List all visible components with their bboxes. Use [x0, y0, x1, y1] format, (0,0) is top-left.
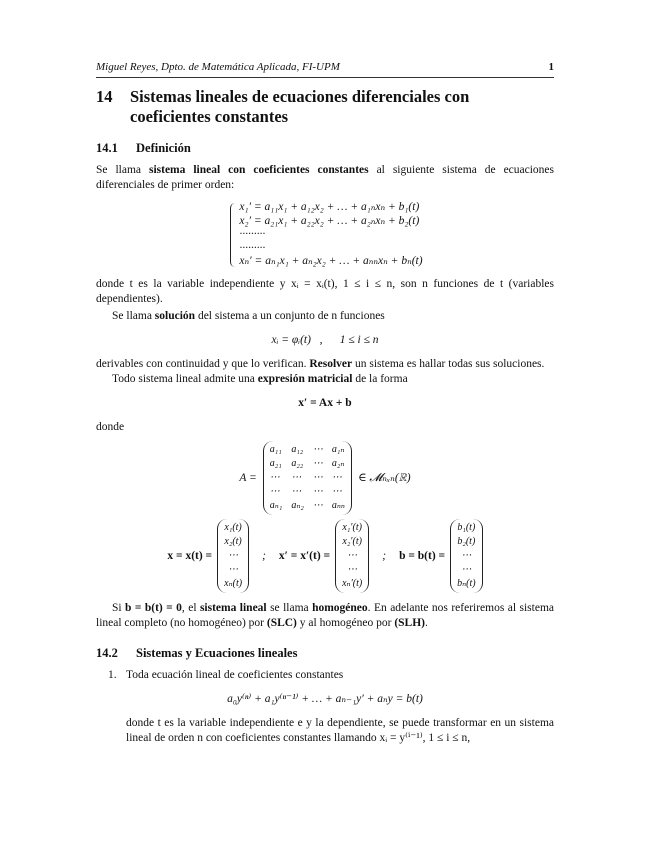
matrix-space: ∈ 𝓜ₙₓₙ(ℝ) — [357, 472, 411, 484]
text-fragment: (SLC) — [266, 616, 297, 629]
text-fragment: bₙ(t) — [457, 577, 476, 589]
text-fragment: solución — [154, 309, 196, 322]
equation-linear: a₀y⁽ⁿ⁾ + a₁y⁽ⁿ⁻¹⁾ + … + aₙ₋₁y′ + aₙy = b(t) — [227, 692, 423, 705]
text-fragment: derivables con continuidad y que lo verifican. — [96, 357, 310, 370]
list-item-text: Toda ecuación lineal de coeficientes constantes — [126, 668, 344, 681]
text-fragment: expresión matricial — [257, 372, 353, 385]
text-fragment: ⋯ — [461, 549, 472, 561]
subsection-title: Sistemas y Ecuaciones lineales — [136, 645, 298, 660]
paragraph-solution — [96, 309, 554, 324]
text-fragment: a₁₂ — [291, 443, 304, 455]
text-fragment: , el — [181, 601, 200, 614]
text-fragment: se llama — [266, 601, 313, 614]
paragraph-resolver — [96, 357, 554, 372]
text-fragment: aₙ₁ — [269, 499, 283, 511]
subsection-number: 14.2 — [96, 645, 118, 660]
text-fragment: un sistema es hallar todas sus soluciones. — [352, 357, 545, 370]
system-line: ········· — [239, 241, 266, 254]
text-fragment: xₙ′(t) — [342, 577, 363, 589]
list-item-number: 1. — [108, 668, 117, 681]
system-line: x₁′ = a₁₁x₁ + a₁₂x₂ + … + a₁ₙxₙ + b₁(t) — [239, 201, 420, 213]
paragraph-matricial — [96, 372, 554, 387]
text-fragment: a₁₁ — [269, 443, 282, 455]
subsection-title: Definición — [136, 141, 191, 155]
document-page — [96, 61, 554, 746]
page-number: 1 — [548, 61, 554, 73]
text-fragment: de la forma — [352, 372, 408, 385]
equation-system — [227, 201, 422, 269]
vector-xp-label: x′ = x′(t) = — [278, 549, 331, 562]
matrix-A-label: A = — [239, 471, 257, 484]
paragraph-variables: donde t es la variable independiente y xᵢ = xᵢ(t), 1 ≤ i ≤ n, son n funciones de t (variables dependientes). — [96, 277, 554, 305]
text-fragment: Se llama — [96, 164, 149, 176]
system-line: xₙ′ = aₙ₁x₁ + aₙ₂x₂ + … + aₙₙxₙ + bₙ(t) — [239, 255, 423, 267]
text-fragment: ⋯ — [312, 443, 323, 455]
text-fragment: ⋯ — [228, 549, 239, 561]
text-fragment: . — [424, 616, 428, 629]
text-fragment: al siguiente sistema de ecuaciones diferenciales de primer orden: — [96, 164, 555, 191]
vector-x-label: x = x(t) = — [167, 549, 213, 562]
text-fragment: ⋯ — [269, 471, 280, 483]
vector-xp — [335, 519, 369, 593]
section-heading — [96, 87, 554, 127]
text-fragment: ⋯ — [312, 485, 323, 497]
text-fragment: homogéneo — [312, 601, 368, 614]
text-fragment: ⋯ — [291, 471, 302, 483]
text-fragment: (SLH) — [394, 616, 425, 629]
text-fragment: x₂(t) — [224, 535, 242, 547]
text-fragment: a₁ₙ — [331, 443, 345, 455]
text-fragment: . En adelante nos referiremos al sistema lineal completo (no homogéneo) por — [96, 601, 554, 629]
system-line: x₂′ = a₂₁x₁ + a₂₂x₂ + … + a₂ₙxₙ + b₂(t) — [239, 214, 420, 227]
text-fragment: a₂ₙ — [331, 457, 345, 469]
text-fragment: ⋯ — [312, 457, 323, 469]
text-fragment: Todo sistema lineal admite una — [112, 372, 258, 385]
text-fragment: Resolver — [309, 357, 353, 370]
matrix-A-row — [96, 441, 554, 515]
text-fragment: x₁′(t) — [342, 521, 362, 533]
text-fragment: Se llama — [112, 309, 155, 322]
header-author: Miguel Reyes, Dpto. de Matemática Aplicada, FI-UPM — [96, 61, 340, 73]
system-line: ········· — [239, 228, 266, 240]
text-fragment: ⋯ — [461, 563, 472, 575]
text-fragment: a₂₂ — [291, 457, 304, 469]
text-fragment: xₙ(t) — [224, 577, 243, 589]
matrix-A — [263, 441, 352, 515]
text-fragment: a₂₁ — [269, 457, 282, 469]
text-fragment: ⋯ — [331, 471, 342, 483]
text-fragment: b = b(t) = 0 — [125, 601, 182, 614]
equation-solution: xᵢ = φᵢ(t) , 1 ≤ i ≤ n — [271, 333, 379, 346]
text-fragment: aₙₙ — [331, 499, 345, 511]
text-fragment: ⋯ — [312, 499, 323, 511]
vector-b — [450, 519, 483, 593]
text-donde: donde — [96, 420, 125, 433]
paragraph-definition — [96, 163, 554, 193]
text-fragment: b₂(t) — [457, 535, 476, 547]
text-fragment: sistema lineal — [199, 601, 267, 614]
vector-x — [217, 519, 249, 593]
text-fragment: ⋯ — [228, 563, 239, 575]
separator: ; — [382, 549, 387, 562]
vector-b-label: b = b(t) = — [399, 549, 446, 562]
text-fragment: b₁(t) — [457, 521, 476, 533]
running-header — [96, 61, 554, 78]
text-fragment: ⋯ — [269, 485, 280, 497]
equation-matrix-form: x′ = Ax + b — [298, 396, 352, 409]
text-fragment: aₙ₂ — [291, 499, 304, 511]
text-fragment: ⋯ — [312, 471, 323, 483]
text-fragment: x₂′(t) — [342, 535, 362, 547]
paragraph-homogeneo — [96, 601, 554, 631]
text-fragment: ⋯ — [331, 485, 342, 497]
subsection-heading — [96, 140, 554, 156]
subsection-heading — [96, 645, 554, 661]
text-fragment: ⋯ — [347, 549, 358, 561]
text-fragment: ⋯ — [291, 485, 302, 497]
subsection-number: 14.1 — [96, 141, 118, 155]
text-fragment: ⋯ — [347, 563, 358, 575]
text-fragment: Si — [112, 601, 126, 614]
text-fragment: sistema lineal con coeficientes constantes — [148, 164, 369, 176]
text-fragment: del sistema a un conjunto de n funciones — [195, 309, 385, 322]
paragraph-transform: donde t es la variable independiente e y la dependiente, se puede transformar en un sistema lineal de orden n con coeficientes constantes llamando xᵢ = y⁽ⁱ⁻¹⁾, 1 ≤ i ≤ n, — [126, 716, 554, 744]
section-title: Sistemas lineales de ecuaciones diferenciales con coeficientes constantes — [130, 87, 470, 126]
text-fragment: x₁(t) — [224, 521, 242, 533]
separator: ; — [262, 549, 266, 562]
list-item — [96, 668, 584, 683]
vectors-row — [96, 519, 554, 593]
brace-icon — [227, 203, 234, 267]
section-number: 14 — [96, 87, 113, 106]
text-fragment: y al homogéneo por — [296, 616, 395, 629]
